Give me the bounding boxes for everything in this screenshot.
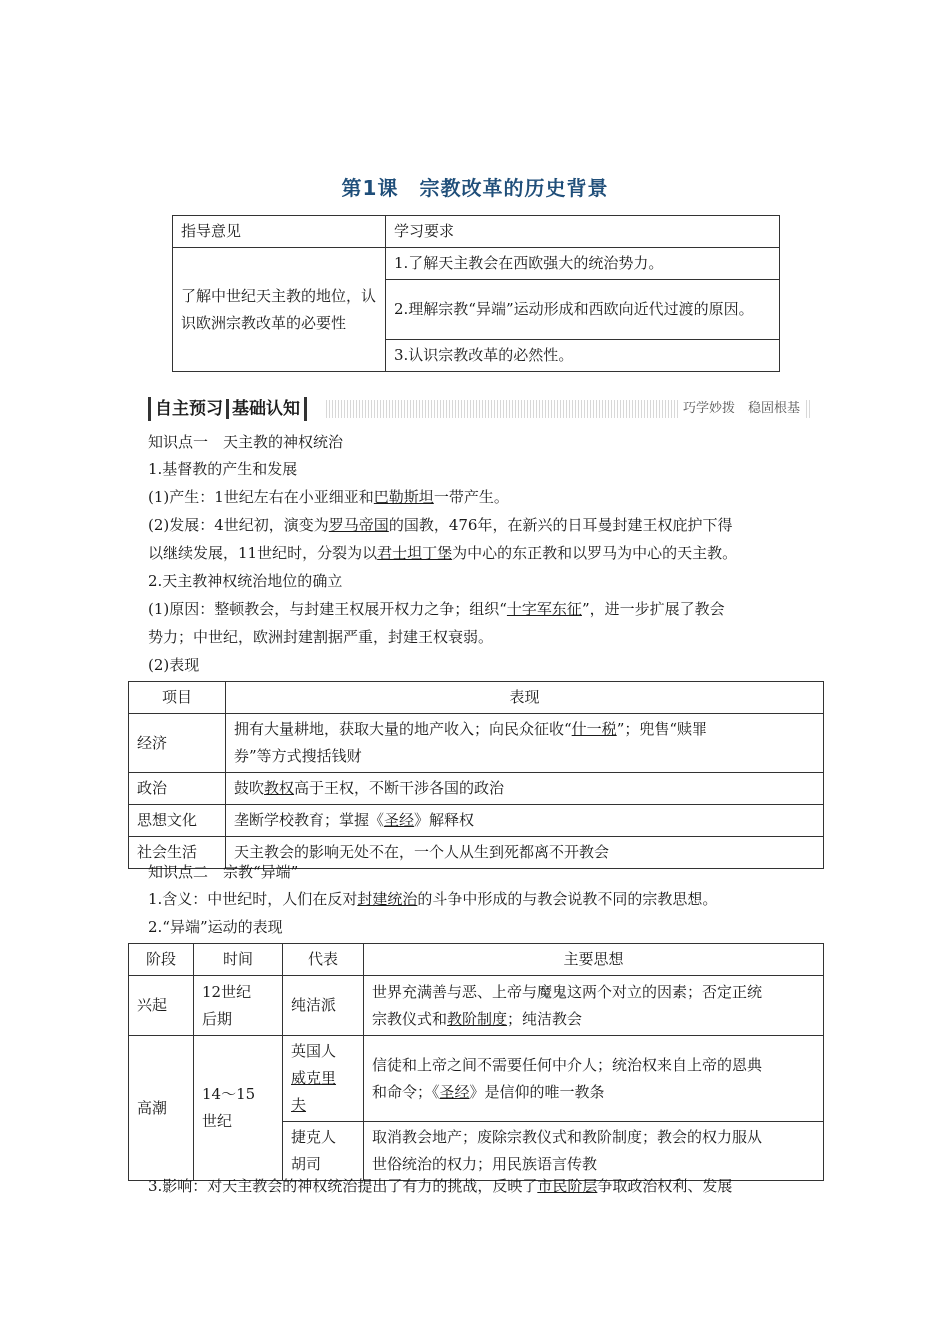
k1-heading: 知识点一 天主教的神权统治 — [148, 433, 344, 451]
t2-h1: 项目 — [129, 682, 226, 714]
t3-r1-time: 12世纪 后期 — [194, 976, 283, 1036]
k2-heading: 知识点二 宗教“异端” — [148, 863, 299, 881]
k2-p1: 1.含义：中世纪时，人们在反对封建统治的斗争中形成的与教会说教不同的宗教思想。 — [148, 890, 718, 908]
t2-h2: 表现 — [226, 682, 824, 714]
t2-r1-val: 拥有大量耕地，获取大量的地产收入；向民众征收“什一税”；兜售“赎罪 券”等方式搜括钱财 — [226, 714, 824, 773]
t3-r1-stage: 兴起 — [129, 976, 194, 1036]
section-banner — [148, 397, 810, 421]
k1-p4: (2)表现 — [148, 656, 200, 674]
t2-r2-val: 鼓吹教权高于王权，不断干涉各国的政治 — [226, 773, 824, 805]
guide-table — [172, 215, 780, 372]
page-title: 第1课 宗教改革的历史背景 — [341, 176, 609, 200]
t3-r2-rep: 英国人 威克里 夫 — [283, 1036, 364, 1122]
requirement-2: 2.理解宗教“异端”运动形成和西欧向近代过渡的原因。 — [386, 280, 780, 340]
t2-r2-key: 政治 — [129, 773, 226, 805]
k2-p2: 2.“异端”运动的表现 — [148, 918, 283, 936]
t3-h2: 时间 — [194, 944, 283, 976]
t2-r3-key: 思想文化 — [129, 805, 226, 837]
t3-r2-time: 14～15 世纪 — [194, 1036, 283, 1181]
t3-h4: 主要思想 — [364, 944, 824, 976]
t3-r3-rep: 捷克人 胡司 — [283, 1122, 364, 1181]
t2-r4-val: 天主教会的影响无处不在，一个人从生到死都离不开教会 — [226, 837, 824, 869]
requirement-1: 1.了解天主教会在西欧强大的统治势力。 — [386, 248, 780, 280]
t3-r2-idea: 信徒和上帝之间不需要任何中介人；统治权来自上帝的恩典 和命令；《圣经》是信仰的唯一教条 — [364, 1036, 824, 1122]
banner-title: 自主预习 基础认知 — [148, 397, 307, 421]
k1-p3-cont: 势力；中世纪，欧洲封建割据严重，封建王权衰弱。 — [148, 628, 494, 646]
manifestation-table — [128, 681, 824, 869]
requirement-3: 3.认识宗教改革的必然性。 — [386, 340, 780, 372]
k1-s2: 2.天主教神权统治地位的确立 — [148, 572, 343, 590]
t3-h1: 阶段 — [129, 944, 194, 976]
t3-r2-stage: 高潮 — [129, 1036, 194, 1181]
banner-slogan: 巧学妙拨 稳固根基 — [679, 397, 804, 421]
t2-r1-key: 经济 — [129, 714, 226, 773]
t3-r1-idea: 世界充满善与恶、上帝与魔鬼这两个对立的因素；否定正统 宗教仪式和教阶制度；纯洁教会 — [364, 976, 824, 1036]
t2-r4-key: 社会生活 — [129, 837, 226, 869]
t3-r1-rep: 纯洁派 — [283, 976, 364, 1036]
t3-r3-idea: 取消教会地产；废除宗教仪式和教阶制度；教会的权力服从 世俗统治的权力；用民族语言传教 — [364, 1122, 824, 1181]
k1-p1: (1)产生：1世纪左右在小亚细亚和巴勒斯坦一带产生。 — [148, 488, 509, 506]
t2-r3-val: 垄断学校教育；掌握《圣经》解释权 — [226, 805, 824, 837]
k1-p2: (2)发展：4世纪初，演变为罗马帝国的国教，476年，在新兴的日耳曼封建王权庇护下得 — [148, 516, 733, 534]
k1-p2-cont: 以继续发展，11世纪时，分裂为以君士坦丁堡为中心的东正教和以罗马为中心的天主教。 — [148, 544, 738, 562]
guide-header: 指导意见 — [173, 216, 386, 248]
guide-text: 了解中世纪天主教的地位，认识欧洲宗教改革的必要性 — [173, 248, 386, 372]
heresy-table — [128, 943, 824, 1181]
k1-p3: (1)原因：整顿教会，与封建王权展开权力之争；组织“十字军东征”，进一步扩展了教会 — [148, 600, 725, 618]
k1-s1: 1.基督教的产生和发展 — [148, 460, 298, 478]
requirement-header: 学习要求 — [386, 216, 780, 248]
t3-h3: 代表 — [283, 944, 364, 976]
k2-p3: 3.影响：对天主教会的神权统治提出了有力的挑战，反映了市民阶层争取政治权利、发展 — [148, 1177, 733, 1195]
